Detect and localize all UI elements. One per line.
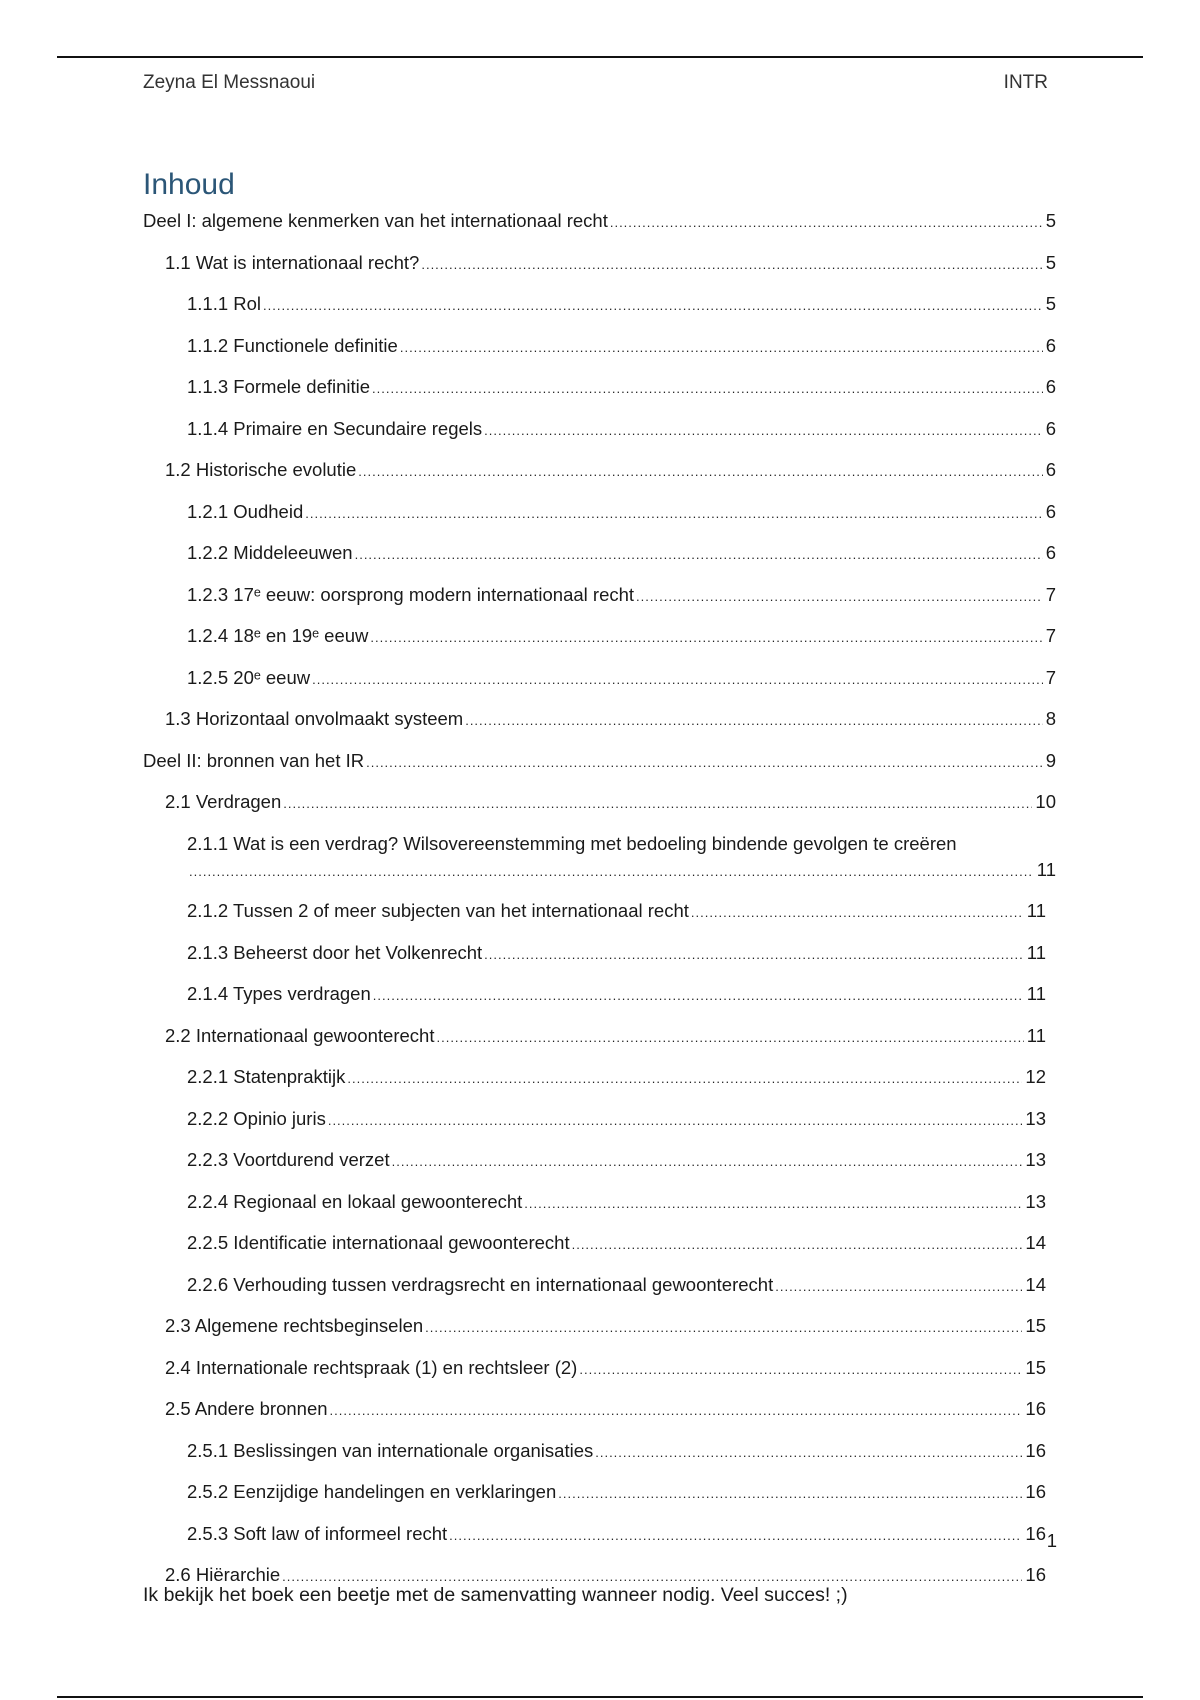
toc-entry-page: 12	[1025, 1066, 1046, 1087]
toc-entry-label: Deel II: bronnen van het IR	[143, 749, 365, 771]
toc-entry-page: 5	[1045, 251, 1056, 273]
toc-entry-page: 13	[1025, 1149, 1046, 1170]
toc-entry-label: 2.4 Internationale rechtspraak (1) en rechtsleer (2)	[165, 1356, 578, 1378]
page-number: 1	[1046, 1530, 1057, 1551]
toc-entry-label: 1.2.5 20ᵉ eeuw	[187, 666, 311, 688]
toc-entry-page: 16	[1025, 1522, 1046, 1544]
toc-leader-dots	[691, 900, 1024, 926]
toc-entry[interactable]	[187, 1521, 1046, 1549]
toc-entry-page: 5	[1045, 210, 1056, 231]
toc-leader-dots	[595, 1440, 1022, 1466]
toc-leader-dots	[400, 335, 1043, 361]
toc-entry-label: 2.1.1 Wat is een verdrag? Wilsovereenstemming met bedoeling bindende gevolgen te creëren	[187, 832, 957, 854]
toc-entry-label: 2.1.3 Beheerst door het Volkenrecht	[187, 941, 483, 963]
toc-entry-label: 2.3 Algemene rechtsbeginselen	[165, 1315, 424, 1336]
toc-entry-label: 1.2.2 Middeleeuwen	[187, 542, 353, 563]
toc-entry-label: 1.1.4 Primaire en Secundaire regels	[187, 417, 483, 439]
toc-entry-page: 11	[1026, 900, 1046, 921]
toc-entry[interactable]	[187, 291, 1056, 319]
toc-entry[interactable]	[187, 940, 1046, 968]
toc-entry-page: 6	[1045, 542, 1056, 563]
toc-entry-label: 2.5.1 Beslissingen van internationale organisaties	[187, 1439, 594, 1461]
toc-entry[interactable]	[187, 374, 1056, 402]
toc-entry-label: 1.2.3 17ᵉ eeuw: oorsprong modern internationaal recht	[187, 583, 635, 605]
toc-entry-label: 2.1.4 Types verdragen	[187, 983, 371, 1004]
toc-entry-label: 2.2.3 Voortdurend verzet	[187, 1149, 390, 1170]
toc-entry-label: 2.2.5 Identificatie internationaal gewoonterecht	[187, 1232, 570, 1253]
toc-entry-label: Deel I: algemene kenmerken van het internationaal recht	[143, 210, 608, 231]
toc-entry-label: 1.1.3 Formele definitie	[187, 376, 371, 397]
toc-leader-dots	[263, 293, 1043, 319]
toc-entry-label: 2.2.4 Regionaal en lokaal gewoonterecht	[187, 1190, 523, 1212]
toc-leader-dots	[373, 983, 1024, 1009]
toc-entry-page: 15	[1025, 1315, 1046, 1336]
toc-entry[interactable]	[187, 416, 1056, 444]
toc-leader-dots	[484, 418, 1043, 444]
toc-leader-dots	[358, 459, 1042, 485]
toc-entry-page: 11	[1026, 941, 1046, 963]
toc-entry-label: 2.2.6 Verhouding tussen verdragsrecht en internationaal gewoonterecht	[187, 1273, 774, 1295]
toc-entry[interactable]	[143, 748, 1056, 776]
toc-entry[interactable]	[187, 981, 1046, 1009]
toc-entry[interactable]	[165, 789, 1056, 817]
toc-entry-continuation	[187, 857, 1056, 885]
toc-title: Inhoud	[143, 168, 235, 201]
toc-entry-label: 2.5 Andere bronnen	[165, 1398, 328, 1419]
toc-entry-label: 2.5.2 Eenzijdige handelingen en verklaringen	[187, 1481, 557, 1502]
toc-leader-dots	[572, 1232, 1023, 1258]
toc-entry-page: 7	[1045, 666, 1056, 688]
toc-entry[interactable]	[187, 1106, 1046, 1134]
toc-leader-dots	[421, 252, 1042, 278]
toc-entry-label: 2.2.1 Statenpraktijk	[187, 1066, 346, 1087]
top-rule	[57, 56, 1143, 58]
toc-leader-dots	[189, 859, 1034, 885]
toc-leader-dots	[524, 1191, 1022, 1217]
toc-entry[interactable]	[187, 1230, 1046, 1258]
toc-entry[interactable]	[187, 499, 1056, 527]
toc-entry-page: 13	[1025, 1107, 1046, 1129]
toc-entry[interactable]	[187, 1272, 1046, 1300]
toc-leader-dots	[449, 1523, 1022, 1549]
toc-entry-label: 2.2.2 Opinio juris	[187, 1107, 326, 1129]
footnote-text: Ik bekijk het boek een beetje met de samenvatting wanneer nodig. Veel succes! ;)	[143, 1584, 848, 1606]
toc-entry[interactable]	[187, 831, 1056, 885]
toc-entry-label: 1.1.1 Rol	[187, 293, 262, 314]
toc-entry-page: 16	[1025, 1439, 1046, 1461]
toc-entry[interactable]	[187, 333, 1056, 361]
bottom-rule	[57, 1696, 1143, 1698]
toc-leader-dots	[610, 210, 1043, 236]
toc-entry-page: 8	[1045, 708, 1056, 729]
toc-leader-dots	[484, 942, 1024, 968]
toc-leader-dots	[328, 1108, 1023, 1134]
toc-entry[interactable]	[143, 208, 1056, 236]
toc-entry-page: 6	[1045, 459, 1056, 480]
toc-entry-page: 9	[1045, 749, 1056, 771]
toc-entry[interactable]	[165, 1396, 1046, 1424]
toc-leader-dots	[775, 1274, 1022, 1300]
toc-entry-label: 2.1.2 Tussen 2 of meer subjecten van het internationaal recht	[187, 900, 689, 921]
toc-entry[interactable]	[187, 1438, 1046, 1466]
toc-entry-label: 1.3 Horizontaal onvolmaakt systeem	[165, 708, 464, 729]
toc-leader-dots	[370, 625, 1042, 651]
toc-leader-dots	[465, 708, 1043, 734]
toc-entry-page: 10	[1035, 791, 1056, 812]
toc-entry[interactable]	[165, 1023, 1046, 1051]
toc-entry-page: 11	[1036, 858, 1056, 880]
toc-leader-dots	[392, 1149, 1023, 1175]
toc-leader-dots	[355, 542, 1043, 568]
toc-entry-label: 1.2.1 Oudheid	[187, 500, 304, 522]
toc-leader-dots	[579, 1357, 1022, 1383]
toc-leader-dots	[312, 667, 1043, 693]
header-author: Zeyna El Messnaoui	[143, 72, 316, 93]
toc-entry[interactable]	[187, 582, 1056, 610]
toc-leader-dots	[425, 1315, 1022, 1341]
toc-entry-page: 7	[1045, 625, 1056, 646]
toc-leader-dots	[558, 1481, 1022, 1507]
toc-entry-label: 2.1 Verdragen	[165, 791, 282, 812]
toc-leader-dots	[636, 584, 1043, 610]
toc-entry-label: 1.2.4 18ᵉ en 19ᵉ eeuw	[187, 625, 369, 646]
toc-entry-label: 2.6 Hiërarchie	[165, 1564, 281, 1585]
toc-entry[interactable]	[187, 1147, 1046, 1175]
toc-entry-label: 2.5.3 Soft law of informeel recht	[187, 1522, 448, 1544]
toc-entry[interactable]	[165, 706, 1056, 734]
toc-entry-page: 6	[1045, 376, 1056, 397]
toc-entry-page: 15	[1025, 1356, 1046, 1378]
toc-entry-label: 1.1 Wat is internationaal recht?	[165, 251, 420, 273]
toc-entry[interactable]	[187, 1479, 1046, 1507]
table-of-contents	[143, 208, 1056, 1590]
toc-entry[interactable]	[165, 1313, 1046, 1341]
toc-entry-page: 5	[1045, 293, 1056, 314]
toc-entry-label: 1.1.2 Functionele definitie	[187, 334, 398, 356]
toc-entry-label: 1.2 Historische evolutie	[165, 459, 357, 480]
toc-entry-page: 6	[1045, 417, 1056, 439]
toc-leader-dots	[436, 1025, 1023, 1051]
toc-entry[interactable]	[187, 1064, 1046, 1092]
toc-leader-dots	[347, 1066, 1022, 1092]
toc-entry[interactable]	[187, 1189, 1046, 1217]
toc-entry[interactable]	[187, 623, 1056, 651]
toc-entry-page: 16	[1025, 1481, 1046, 1502]
toc-entry[interactable]	[187, 665, 1056, 693]
toc-entry[interactable]	[187, 898, 1046, 926]
toc-entry[interactable]	[187, 540, 1056, 568]
toc-leader-dots	[283, 791, 1032, 817]
header-course: INTR	[1003, 72, 1048, 93]
toc-entry-page: 16	[1025, 1398, 1046, 1419]
toc-entry-page: 13	[1025, 1190, 1046, 1212]
toc-entry-page: 14	[1025, 1273, 1046, 1295]
toc-entry[interactable]	[165, 457, 1056, 485]
toc-entry[interactable]	[165, 250, 1056, 278]
toc-leader-dots	[330, 1398, 1023, 1424]
toc-entry-page: 6	[1045, 500, 1056, 522]
toc-leader-dots	[366, 750, 1043, 776]
toc-leader-dots	[305, 501, 1042, 527]
toc-entry-page: 11	[1026, 983, 1046, 1004]
toc-entry-page: 7	[1045, 583, 1056, 605]
toc-entry-page: 16	[1025, 1564, 1046, 1585]
toc-entry-page: 6	[1045, 334, 1056, 356]
toc-entry-label: 2.2 Internationaal gewoonterecht	[165, 1024, 435, 1046]
toc-entry[interactable]	[165, 1355, 1046, 1383]
toc-entry-page: 14	[1025, 1232, 1046, 1253]
toc-leader-dots	[372, 376, 1043, 402]
toc-entry-page: 11	[1026, 1024, 1046, 1046]
